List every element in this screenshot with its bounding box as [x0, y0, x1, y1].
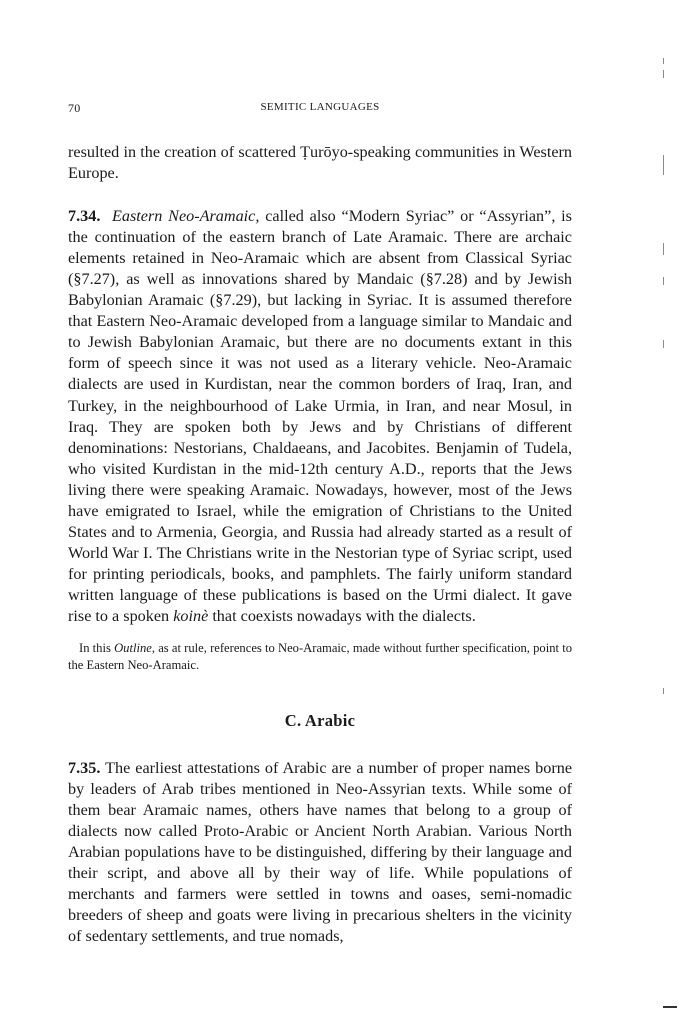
paragraph-continuation-text: resulted in the creation of scattered Ṭurōyo-speaking communities in Western Europe. — [68, 143, 572, 183]
paragraph-continuation — [68, 142, 572, 184]
running-head — [68, 101, 572, 121]
paragraph-text: The earliest attestations of Arabic are a number of proper names borne by leaders of Arab tribes mentioned in Neo-Assyrian texts. While some of them bear Aramaic names, others have names that belong to a group of dialects now called Proto-Arabic or Ancient North Arabian. Various North Arabian populations have to be distinguished, differing by their language and their script, and above all by their way of life. While populations of merchants and farmers were settled in towns and oases, semi-nomadic breeders of sheep and goats were living in precarious shelters in the vicinity of sedentary settlements, and true nomads, — [68, 759, 572, 946]
paragraph-text-end: that coexists nowadays with the dialects. — [208, 606, 476, 625]
note-prefix: In this — [79, 641, 115, 656]
scan-mark — [663, 688, 664, 694]
paragraph-number: 7.35. — [68, 759, 101, 778]
page-number: 70 — [68, 101, 81, 115]
note-outline-term: Outline — [114, 641, 152, 656]
scan-mark — [663, 340, 664, 348]
outline-note — [68, 640, 572, 674]
koine-term: koinè — [173, 606, 209, 625]
paragraph-7-35 — [68, 758, 572, 947]
scan-mark — [663, 243, 664, 255]
scan-mark — [663, 1006, 677, 1008]
scan-mark — [663, 58, 664, 64]
book-page — [68, 101, 572, 947]
scan-mark — [663, 155, 664, 175]
running-title: SEMITIC LANGUAGES — [260, 101, 380, 113]
paragraph-text: called also “Modern Syriac” or “Assyrian”, is the continuation of the eastern branch of Late Aramaic. There are archaic elements retained in Neo-Aramaic which are absent from Classical Syriac (§7.27), as well as innovations shared by Mandaic (§7.28) and by Jewish Babylonian Aramaic (§7.29), but lacking in Syriac. It is assumed therefore that Eastern Neo-Aramaic developed from a language similar to Mandaic and to Jewish Babylonian Aramaic, but there are no documents extant in this form of speech since it was not used as a literary vehicle. Neo-Aramaic dialects are used in Kurdistan, near the common borders of Iraq, Iran, and Turkey, in the neighbourhood of Lake Urmia, in Iran, and near Mosul, in Iraq. They are spoken both by Jews and by Christians of different denominations: Nestorians, Chaldaeans, and Jacobites. Benjamin of Tudela, who visited Kurdistan in the mid-12th century A.D., reports that the Jews living there were speaking Aramaic. Nowadays, however, most of the Jews have emigrated to Israel, while the emigration of Christians to the United States and to Armenia, Georgia, and Russia had already started as a result of World War I. The Christians write in the Nestorian type of Syriac script, used for printing periodicals, books, and pamphlets. The fairly uniform standard written language of these publications is based on the Urmi dialect. It gave rise to a spoken — [68, 207, 572, 625]
note-text: , as at rule, references to Neo-Aramaic, made without further specification, point to the Eastern Neo-Aramaic. — [68, 641, 572, 673]
paragraph-number: 7.34. — [68, 207, 101, 226]
paragraph-term: Eastern Neo-Aramaic, — [111, 207, 260, 226]
section-heading: C. Arabic — [284, 711, 356, 731]
scan-mark — [663, 70, 664, 78]
paragraph-7-34 — [68, 206, 572, 627]
scan-mark — [663, 277, 664, 285]
